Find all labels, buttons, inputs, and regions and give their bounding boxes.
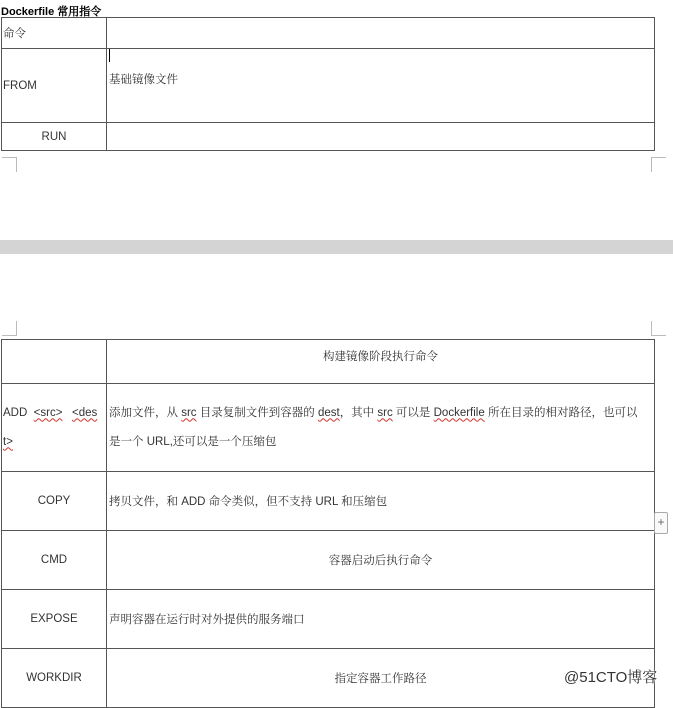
watermark <box>564 666 657 687</box>
cell-header-label[interactable]: 命令 <box>2 18 107 49</box>
table-row-workdir <box>2 649 655 708</box>
cell-build-desc[interactable]: 构建镜像阶段执行命令 <box>107 340 655 384</box>
table-row-header <box>2 18 655 49</box>
table-row-cmd <box>2 531 655 590</box>
cell-build-label[interactable] <box>2 340 107 384</box>
cell-run-label[interactable]: RUN <box>2 123 107 151</box>
page-gap <box>0 240 673 254</box>
table-row-build-header <box>2 340 655 384</box>
page-corner-mark <box>651 321 666 336</box>
cell-from-desc[interactable] <box>107 49 655 123</box>
document-page-1 <box>0 0 673 240</box>
cell-add-label[interactable]: ADD <src> <des t> <box>2 384 107 472</box>
table-row-from <box>2 49 655 123</box>
cell-workdir-label[interactable]: WORKDIR <box>2 649 107 708</box>
watermark-text: @51CTO博客 <box>564 669 658 686</box>
cell-cmd-desc[interactable]: 容器启动后执行命令 <box>107 531 655 590</box>
text-cursor <box>109 49 110 62</box>
cell-expose-label[interactable]: EXPOSE <box>2 590 107 649</box>
cell-from-label[interactable]: FROM <box>2 49 107 123</box>
document-page-2 <box>0 254 673 693</box>
cell-add-desc[interactable]: 添加文件，从 src 目录复制文件到容器的 dest，其中 src 可以是 Dockerfile 所在目录的相对路径，也可以 是一个 URL,还可以是一个压缩包 <box>107 384 655 472</box>
page-corner-mark <box>2 157 17 172</box>
cell-copy-label[interactable]: COPY <box>2 472 107 531</box>
commands-table-part-1 <box>1 17 655 151</box>
table-row-copy <box>2 472 655 531</box>
cell-expose-desc[interactable]: 声明容器在运行时对外提供的服务端口 <box>107 590 655 649</box>
cell-copy-desc[interactable]: 拷贝文件，和 ADD 命令类似，但不支持 URL 和压缩包 <box>107 472 655 531</box>
cell-workdir-desc[interactable]: 指定容器工作路径 <box>107 649 655 708</box>
expand-plus-button[interactable]: + <box>654 512 668 534</box>
cell-run-desc[interactable] <box>107 123 655 151</box>
commands-table-part-2 <box>1 339 658 708</box>
page-corner-mark <box>651 157 666 172</box>
cell-header-desc[interactable] <box>107 18 655 49</box>
from-desc-text: 基础镜像文件 <box>109 74 178 86</box>
table-row-run <box>2 123 655 151</box>
table-row-expose <box>2 590 655 649</box>
document-title: Dockerfile 常用指令 <box>1 6 102 18</box>
table-row-add <box>2 384 655 472</box>
page-corner-mark <box>2 321 17 336</box>
cell-cmd-label[interactable]: CMD <box>2 531 107 590</box>
